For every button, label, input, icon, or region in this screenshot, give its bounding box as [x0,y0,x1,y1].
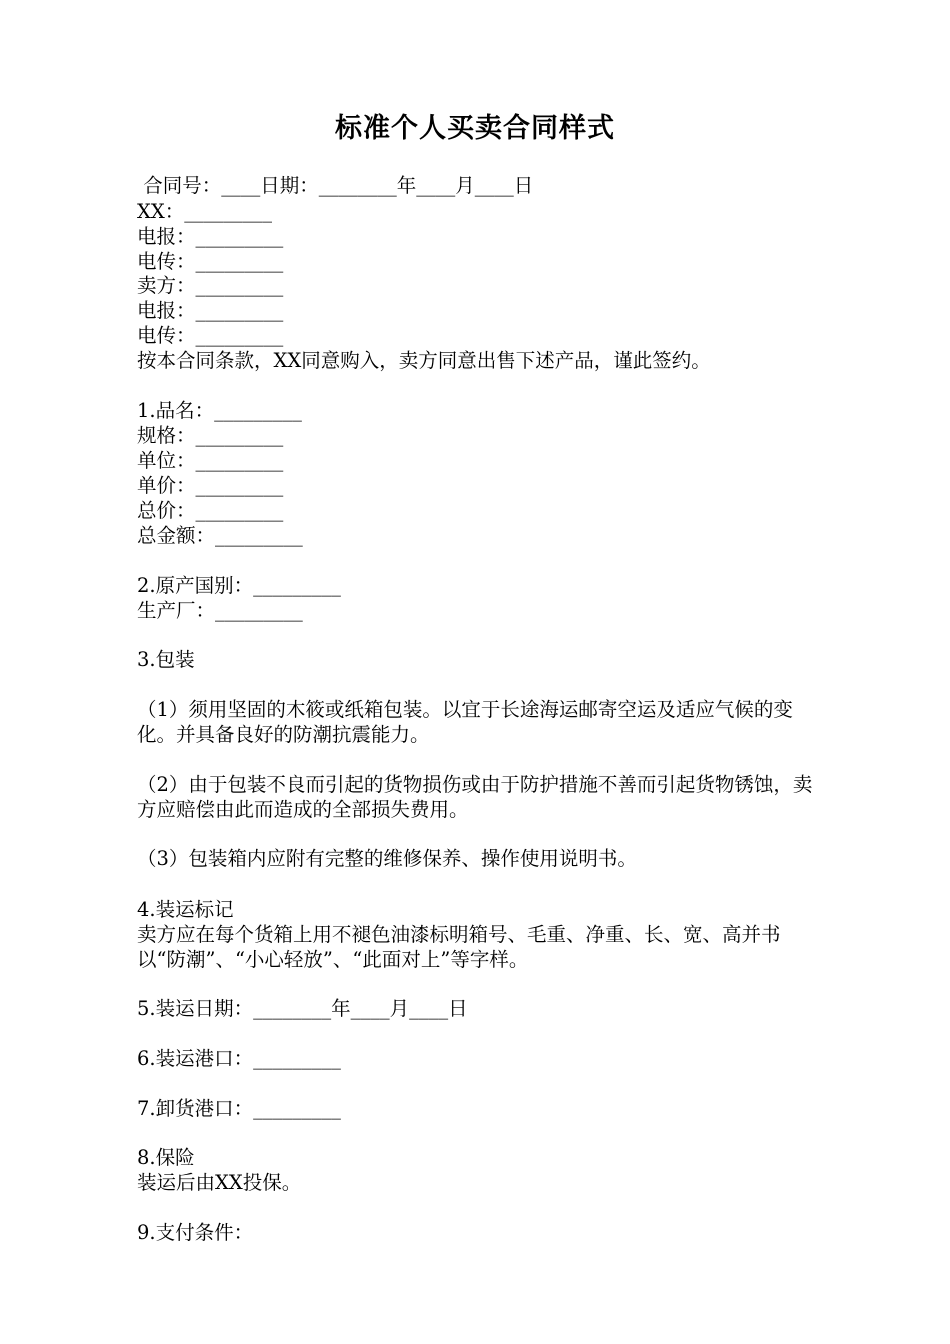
contract-number-date-line: 合同号：____日期：________年____月____日 [137,174,534,197]
buyer-telegram-field: 电报：_________ [137,225,284,248]
insurance-heading: 8.保险 [137,1146,195,1169]
insurance-text: 装运后由XX投保。 [137,1171,302,1194]
specification-field: 规格：_________ [137,424,284,447]
buyer-fax-field: 电传：_________ [137,250,284,273]
shipping-date-field: 5.装运日期：________年____月____日 [137,997,468,1020]
manufacturer-field: 生产厂：_________ [137,599,303,622]
loading-port-field: 6.装运港口：_________ [137,1047,341,1070]
discharge-port-field: 7.卸货港口：_________ [137,1097,341,1120]
origin-country-field: 2.原产国别：_________ [137,574,341,597]
total-price-field: 总价：_________ [137,499,284,522]
document-title: 标准个人买卖合同样式 [335,113,615,144]
total-amount-field: 总金额：_________ [137,524,303,547]
seller-fax-field: 电传：_________ [137,324,284,347]
seller-field: 卖方：_________ [137,274,284,297]
unit-price-field: 单价：_________ [137,474,284,497]
packaging-clause-3: （3）包装箱内应附有完整的维修保养、操作使用说明书。 [137,847,637,870]
packaging-heading: 3.包装 [137,648,195,671]
seller-telegram-field: 电报：_________ [137,299,284,322]
unit-field: 单位：_________ [137,449,284,472]
buyer-field: XX：_________ [137,200,273,223]
payment-terms-heading: 9.支付条件： [137,1221,254,1244]
intro-statement: 按本合同条款，XX同意购入，卖方同意出售下述产品，谨此签约。 [137,349,711,372]
packaging-clause-1: （1）须用坚固的木筱或纸箱包装。以宜于长途海运邮寄空运及适应气候的变化。并具备良好的防潮抗震能力。 [137,698,793,746]
packaging-clause-2: （2）由于包装不良而引起的货物损伤或由于防护措施不善而引起货物锈蚀，卖方应赔偿由此而造成的全部损失费用。 [137,773,813,821]
product-name-field: 1.品名：_________ [137,399,302,422]
shipping-mark-heading: 4.装运标记 [137,898,234,921]
shipping-mark-text: 卖方应在每个货箱上用不褪色油漆标明箱号、毛重、净重、长、宽、高并书以“防潮”、“小心轻放”、“此面对上”等字样。 [137,923,781,971]
